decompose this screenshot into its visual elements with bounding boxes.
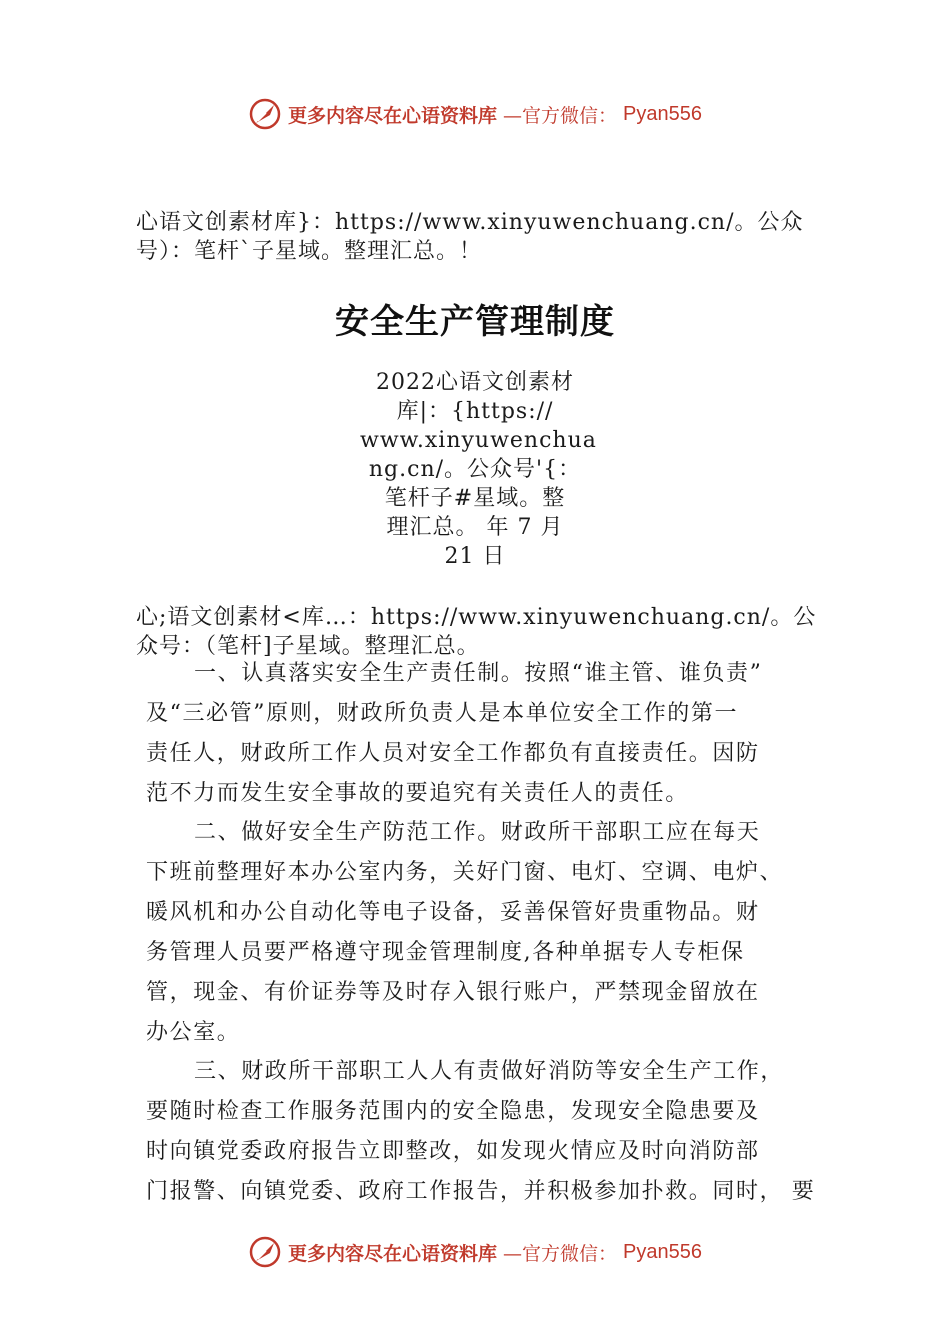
quill-logo-icon — [248, 97, 282, 131]
paragraph-line: 时向镇党委政府报告立即整改，如发现火情应及时向消防部 — [146, 1139, 760, 1164]
paragraph-line: 暖风机和办公自动化等电子设备，妥善保管好贵重物品。财 — [146, 900, 760, 925]
paragraph-line: 下班前整理好本办公室内务，关好门窗、电灯、空调、电炉、 — [146, 860, 784, 885]
paragraph-line: 管，现金、有价证券等及时存入银行账户，严禁现金留放在 — [146, 980, 760, 1005]
paragraph-line: 门报警、向镇党委、政府工作报告，并积极参加扑救。同时， 要 — [146, 1179, 816, 1204]
paragraph-line: 责任人，财政所工作人员对安全工作都负有直接责任。因防 — [146, 741, 760, 766]
page-title: 安全生产管理制度 — [335, 302, 615, 342]
source-line-2: 众号：（笔杆]子星域。整理汇总。 — [136, 634, 480, 659]
banner-main-text: 更多内容尽在心语资料库 — [288, 104, 498, 127]
date-line: www.xinyuwenchua — [360, 428, 597, 453]
paragraph-2 — [146, 813, 783, 1053]
date-line: ng.cn/。公众号'{： — [368, 457, 582, 482]
footer-banner — [0, 1232, 950, 1272]
date-line: 笔杆子#星域。整 — [384, 486, 566, 511]
banner-wechat-id: Pyan556 — [623, 102, 702, 125]
date-block — [360, 368, 597, 571]
header-banner — [0, 94, 950, 134]
paragraph-1 — [146, 654, 763, 814]
paragraph-line: 办公室。 — [146, 1020, 241, 1045]
paragraph-line: 一、认真落实安全生产责任制。按照“谁主管、谁负责” — [194, 661, 763, 686]
date-line: 库|：{https:// — [396, 399, 554, 424]
paragraph-line: 要随时检查工作服务范围内的安全隐患，发现安全隐患要及 — [146, 1099, 760, 1124]
paragraph-3 — [146, 1052, 815, 1212]
date-line: 21 日 — [444, 544, 506, 569]
intro-line-1: 心语文创素材库}：https://www.xinyuwenchuang.cn/。公众 — [136, 210, 804, 235]
banner-wechat-id: Pyan556 — [623, 1240, 702, 1263]
banner-sub-text: —官方微信： — [503, 1242, 618, 1265]
paragraph-line: 三、财政所干部职工人人有责做好消防等安全生产工作， — [194, 1059, 785, 1084]
paragraph-line: 二、做好安全生产防范工作。财政所干部职工应在每天 — [194, 820, 761, 845]
paragraph-line: 务管理人员要严格遵守现金管理制度,各种单据专人专柜保 — [146, 940, 745, 965]
source-line-1: 心;语文创素材<库…：https://www.xinyuwenchuang.cn/。公 — [136, 605, 817, 630]
quill-logo-icon — [248, 1235, 282, 1269]
intro-block — [136, 208, 804, 266]
date-line: 2022心语文创素材 — [376, 370, 574, 395]
intro-line-2: 号）：笔杆`子星域。整理汇总。！ — [136, 239, 483, 264]
banner-sub-text: —官方微信： — [503, 104, 618, 127]
source-block — [136, 603, 816, 661]
paragraph-line: 范不力而发生安全事故的要追究有关责任人的责任。 — [146, 781, 689, 806]
date-line: 理汇总。 年 7 月 — [386, 515, 564, 540]
banner-main-text: 更多内容尽在心语资料库 — [288, 1242, 498, 1265]
paragraph-line: 及“三必管”原则，财政所负责人是本单位安全工作的第一 — [146, 701, 739, 726]
